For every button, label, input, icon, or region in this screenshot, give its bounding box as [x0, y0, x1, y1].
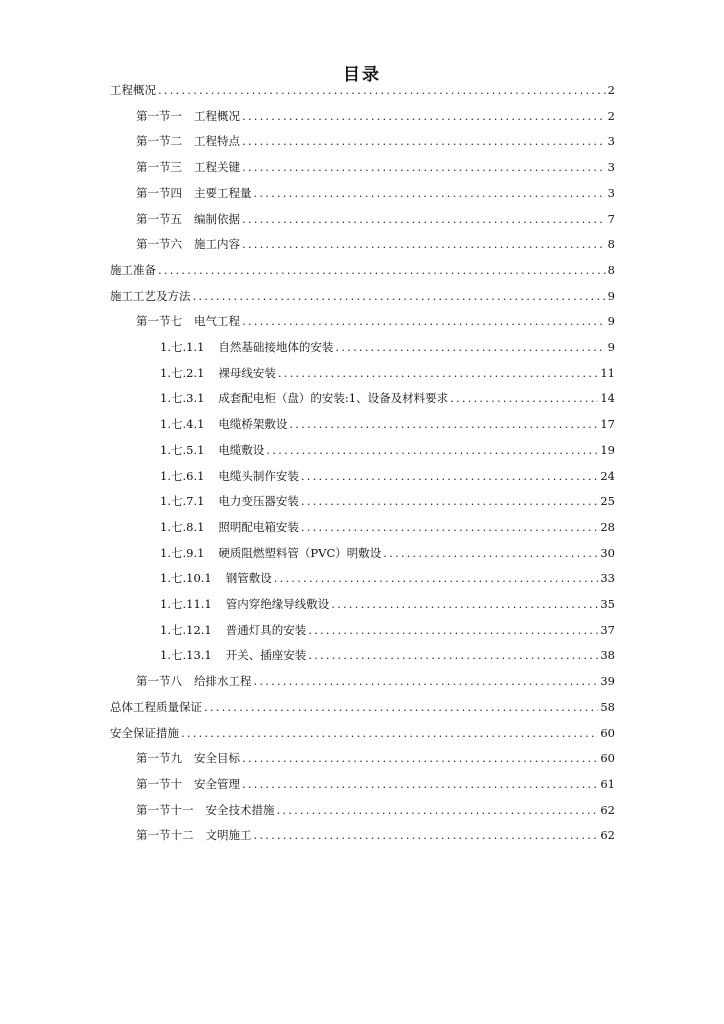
dot-leader: [450, 391, 598, 405]
toc-entry-title: 开关、插座安装: [225, 648, 307, 663]
dot-leader: [242, 314, 606, 328]
toc-entry-number: 1.七.5.1: [160, 442, 205, 457]
dot-leader: [301, 494, 598, 508]
toc-entry-title: 工程概况: [194, 108, 240, 123]
toc-entry-page-number: 3: [607, 185, 615, 200]
dot-leader: [242, 212, 606, 226]
toc-entry-page-number: 28: [600, 519, 615, 534]
dot-leader: [158, 83, 606, 97]
dot-leader: [158, 263, 606, 277]
toc-entry-title: 钢管敷设: [225, 571, 272, 586]
toc-entry-number: 1.七.10.1: [160, 571, 212, 586]
toc-entry-number: 1.七.7.1: [160, 494, 205, 509]
toc-entry[interactable]: [110, 259, 615, 281]
toc-entry[interactable]: [110, 285, 615, 307]
toc-entry-number: 1.七.8.1: [160, 519, 205, 534]
toc-entry-page-number: 2: [607, 108, 615, 123]
toc-entry-page-number: 60: [600, 725, 615, 740]
toc-entry-page-number: 30: [600, 545, 615, 560]
toc-entry[interactable]: [136, 747, 615, 769]
toc-entry[interactable]: [160, 413, 615, 435]
dot-leader: [278, 366, 598, 380]
toc-entry[interactable]: [136, 799, 615, 821]
toc-entry[interactable]: [160, 619, 615, 641]
toc-entry-number: 1.七.6.1: [160, 468, 205, 483]
toc-entry-number: 第一节一: [136, 108, 182, 123]
toc-entry-title: 施工工艺及方法: [110, 288, 191, 303]
toc-entry[interactable]: [160, 644, 615, 666]
toc-entry-number: 第一节十一: [136, 802, 194, 817]
toc-entry-page-number: 2: [607, 83, 615, 97]
toc-entry-page-number: 37: [600, 622, 615, 637]
toc-entry[interactable]: [136, 310, 615, 332]
toc-entry[interactable]: [136, 182, 615, 204]
dot-leader: [242, 777, 598, 791]
dot-leader: [254, 828, 599, 842]
toc-entry-number: 1.七.2.1: [160, 365, 205, 380]
toc-entry-title: 总体工程质量保证: [110, 699, 202, 714]
toc-entry-number: 第一节十: [136, 776, 182, 791]
toc-entry[interactable]: [136, 233, 615, 255]
toc-entry-page-number: 61: [600, 776, 615, 791]
toc-entry[interactable]: [160, 439, 615, 461]
toc-entry-page-number: 3: [607, 160, 615, 175]
toc-entry-page-number: 33: [600, 571, 615, 586]
dot-leader: [308, 623, 598, 637]
toc-entry-page-number: 11: [600, 365, 615, 380]
toc-entry-title: 安全保证措施: [110, 725, 179, 740]
toc-entry-title: 电缆桥架敷设: [218, 417, 288, 432]
toc-entry-title: 文明施工: [205, 828, 252, 843]
toc-entry[interactable]: [136, 670, 615, 692]
dot-leader: [204, 700, 598, 714]
toc-entry[interactable]: [160, 362, 615, 384]
dot-leader: [277, 803, 599, 817]
toc-entry-title: 安全管理: [194, 776, 240, 791]
dot-leader: [242, 237, 606, 251]
toc-entry-page-number: 17: [600, 417, 615, 432]
toc-entry-title: 成套配电柜（盘）的安装:1、设备及材料要求: [218, 391, 449, 406]
toc-entry-title: 工程概况: [110, 83, 156, 97]
toc-entry-page-number: 14: [600, 391, 615, 406]
toc-entry-page-number: 9: [607, 340, 615, 354]
dot-leader: [308, 648, 598, 662]
dot-leader: [266, 443, 598, 457]
dot-leader: [242, 160, 606, 174]
toc-entry-title: 编制依据: [194, 211, 240, 226]
toc-entry[interactable]: [160, 465, 615, 487]
toc-entry-title: 裸母线安装: [218, 365, 276, 380]
dot-leader: [383, 546, 598, 560]
toc-entry-title: 照明配电箱安装: [218, 519, 299, 534]
dot-leader: [254, 186, 606, 200]
toc-entry[interactable]: [136, 824, 615, 846]
toc-entry-title: 施工内容: [194, 237, 240, 252]
toc-entry-page-number: 39: [600, 674, 615, 689]
toc-entry-page-number: 62: [600, 802, 615, 817]
toc-entry-number: 第一节六: [136, 237, 182, 252]
toc-entry-number: 第一节九: [136, 751, 182, 766]
toc-entry-title: 电缆头制作安装: [218, 468, 299, 483]
toc-entry-title: 工程特点: [194, 134, 240, 149]
toc-entry-title: 硬质阻燃塑料管（PVC）明敷设: [218, 545, 382, 560]
dot-leader: [274, 571, 599, 585]
toc-entry[interactable]: [110, 79, 615, 101]
toc-entry-page-number: 35: [600, 597, 615, 611]
toc-entry-title: 施工准备: [110, 262, 156, 277]
toc-entry-number: 1.七.1.1: [160, 340, 205, 354]
toc-entry[interactable]: [110, 722, 615, 744]
toc-entry-page-number: 3: [607, 134, 615, 149]
toc-entry-page-number: 9: [607, 314, 615, 329]
toc-entry-page-number: 62: [600, 828, 615, 843]
dot-leader: [331, 597, 598, 611]
toc-entry-number: 第一节十二: [136, 828, 194, 843]
page-title: 目录: [343, 65, 381, 85]
toc-entry[interactable]: [160, 516, 615, 538]
toc-entry[interactable]: [160, 387, 615, 409]
toc-entry[interactable]: [136, 130, 615, 152]
toc-entry-title: 安全目标: [194, 751, 240, 766]
toc-entry-number: 第一节五: [136, 211, 182, 226]
dot-leader: [193, 289, 606, 303]
toc-entry[interactable]: [136, 773, 615, 795]
dot-leader: [301, 469, 598, 483]
toc-entry[interactable]: [110, 696, 615, 718]
dot-leader: [289, 417, 598, 431]
toc-entry[interactable]: [160, 567, 615, 589]
toc-entry-number: 1.七.9.1: [160, 545, 205, 560]
toc-entry-page-number: 60: [600, 751, 615, 766]
dot-leader: [335, 340, 605, 354]
toc-entry-number: 第一节七: [136, 314, 182, 329]
toc-entry[interactable]: [136, 208, 615, 230]
toc-entry-title: 普通灯具的安装: [225, 622, 307, 637]
toc-entry-title: 自然基础接地体的安装: [218, 340, 334, 354]
dot-leader: [181, 726, 598, 740]
toc-entry-number: 1.七.13.1: [160, 648, 212, 663]
toc-entry-title: 电气工程: [194, 314, 240, 329]
toc-entry-page-number: 24: [600, 468, 615, 483]
dot-leader: [254, 674, 599, 688]
toc-entry-page-number: 7: [607, 211, 615, 226]
toc-entry-title: 给排水工程: [194, 674, 252, 689]
toc-entry-number: 第一节二: [136, 134, 182, 149]
dot-leader: [301, 520, 598, 534]
toc-entry-page-number: 8: [607, 262, 615, 277]
dot-leader: [242, 751, 598, 765]
toc-entry[interactable]: [136, 156, 615, 178]
toc-entry-page-number: 8: [607, 237, 615, 252]
toc-entry-page-number: 9: [607, 288, 615, 303]
toc-entry[interactable]: [160, 593, 615, 615]
toc-entry-number: 1.七.3.1: [160, 391, 205, 406]
toc-entry-title: 管内穿绝缘导线敷设: [225, 597, 330, 611]
toc-entry-number: 第一节三: [136, 160, 182, 175]
toc-entry-page-number: 25: [600, 494, 615, 509]
toc-entry-page-number: 19: [600, 442, 615, 457]
toc-entry-title: 电力变压器安装: [218, 494, 299, 509]
toc-entry-number: 1.七.12.1: [160, 622, 212, 637]
toc-entry-title: 工程关键: [194, 160, 240, 175]
toc-entry-title: 主要工程量: [194, 185, 252, 200]
toc-entry[interactable]: [136, 105, 615, 127]
toc-entry-title: 电缆敷设: [218, 442, 265, 457]
dot-leader: [242, 134, 606, 148]
toc-entry-number: 第一节四: [136, 185, 182, 200]
toc-entry-number: 第一节八: [136, 674, 182, 689]
toc-entry-number: 1.七.4.1: [160, 417, 205, 432]
toc-entry[interactable]: [160, 336, 615, 358]
toc-entry-page-number: 38: [600, 648, 615, 663]
toc-entry-number: 1.七.11.1: [160, 597, 212, 611]
toc-entry[interactable]: [160, 490, 615, 512]
toc-entry-title: 安全技术措施: [205, 802, 275, 817]
toc-entry-page-number: 58: [600, 699, 615, 714]
toc-entry[interactable]: [160, 542, 615, 564]
dot-leader: [242, 109, 606, 123]
